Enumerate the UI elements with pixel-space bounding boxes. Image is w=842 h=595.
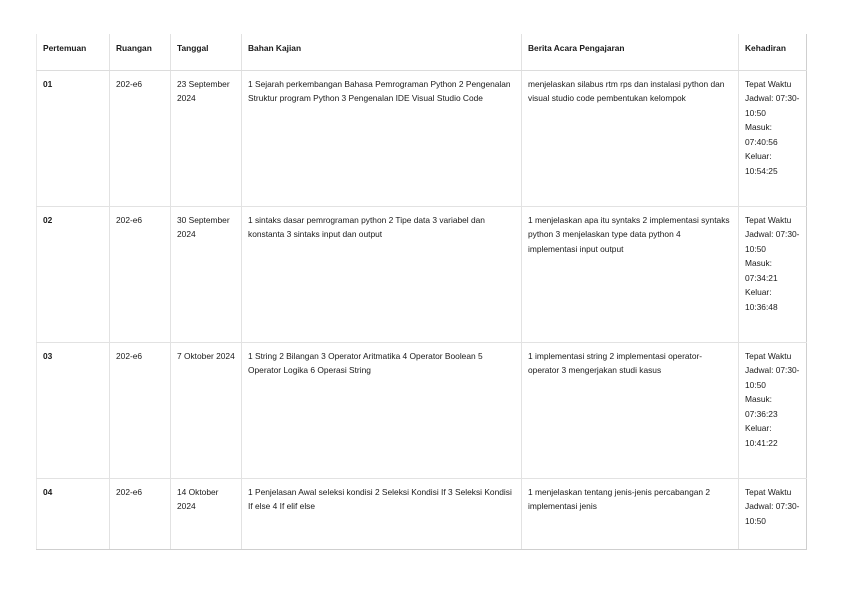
bahan-kajian-cell: 1 Sejarah perkembangan Bahasa Pemrograman Python 2 Pengenalan Struktur program Python 3 Pengenalan IDE Visual Studio Code [242, 70, 522, 206]
pertemuan-cell: 03 [37, 342, 110, 478]
berita-acara-cell: 1 menjelaskan apa itu syntaks 2 implementasi syntaks python 3 menjelaskan type data python 4 implementasi input output [522, 206, 739, 342]
header-pertemuan: Pertemuan [37, 34, 110, 70]
berita-acara-cell: 1 implementasi string 2 implementasi operator-operator 3 mengerjakan studi kasus [522, 342, 739, 478]
kehadiran-jadwal: Jadwal: 07:30-10:50 [745, 365, 800, 390]
kehadiran-jadwal: Jadwal: 07:30-10:50 [745, 501, 800, 526]
kehadiran-status: Tepat Waktu [745, 214, 792, 225]
kehadiran-masuk: Masuk: 07:34:21 [745, 258, 778, 283]
berita-acara-cell: menjelaskan silabus rtm rps dan instalasi python dan visual studio code pembentukan kelompok [522, 70, 739, 206]
pertemuan-cell: 01 [37, 70, 110, 206]
kehadiran-jadwal: Jadwal: 07:30-10:50 [745, 229, 800, 254]
table-header-row [37, 34, 807, 70]
bahan-kajian-cell: 1 String 2 Bilangan 3 Operator Aritmatika 4 Operator Boolean 5 Operator Logika 6 Operasi String [242, 342, 522, 478]
tanggal-cell: 7 Oktober 2024 [171, 342, 242, 478]
tanggal-cell: 30 September 2024 [171, 206, 242, 342]
kehadiran-keluar: Keluar: 10:36:48 [745, 287, 778, 312]
header-kehadiran: Kehadiran [739, 34, 807, 70]
ruangan-cell: 202-e6 [110, 478, 171, 549]
kehadiran-cell [739, 478, 807, 549]
table-row [37, 342, 807, 478]
kehadiran-cell [739, 70, 807, 206]
header-bahan-kajian: Bahan Kajian [242, 34, 522, 70]
header-berita-acara: Berita Acara Pengajaran [522, 34, 739, 70]
table-row [37, 478, 807, 549]
bahan-kajian-cell: 1 Penjelasan Awal seleksi kondisi 2 Seleksi Kondisi If 3 Seleksi Kondisi If else 4 If elif else [242, 478, 522, 549]
ruangan-cell: 202-e6 [110, 342, 171, 478]
ruangan-cell: 202-e6 [110, 70, 171, 206]
kehadiran-masuk: Masuk: 07:36:23 [745, 394, 778, 419]
kehadiran-status: Tepat Waktu [745, 350, 792, 361]
tanggal-cell: 23 September 2024 [171, 70, 242, 206]
attendance-report-page [36, 34, 806, 550]
pertemuan-cell: 04 [37, 478, 110, 549]
ruangan-cell: 202-e6 [110, 206, 171, 342]
teaching-log-table [36, 34, 807, 550]
kehadiran-keluar: Keluar: 10:54:25 [745, 151, 778, 176]
kehadiran-cell [739, 206, 807, 342]
berita-acara-cell: 1 menjelaskan tentang jenis-jenis percabangan 2 implementasi jenis [522, 478, 739, 549]
table-row [37, 70, 807, 206]
header-tanggal: Tanggal [171, 34, 242, 70]
pertemuan-cell: 02 [37, 206, 110, 342]
bahan-kajian-cell: 1 sintaks dasar pemrograman python 2 Tipe data 3 variabel dan konstanta 3 sintaks input dan output [242, 206, 522, 342]
tanggal-cell: 14 Oktober 2024 [171, 478, 242, 549]
kehadiran-keluar: Keluar: 10:41:22 [745, 423, 778, 448]
header-ruangan: Ruangan [110, 34, 171, 70]
kehadiran-status: Tepat Waktu [745, 486, 792, 497]
kehadiran-jadwal: Jadwal: 07:30-10:50 [745, 93, 800, 118]
kehadiran-cell [739, 342, 807, 478]
kehadiran-masuk: Masuk: 07:40:56 [745, 122, 778, 147]
table-row [37, 206, 807, 342]
kehadiran-status: Tepat Waktu [745, 78, 792, 89]
